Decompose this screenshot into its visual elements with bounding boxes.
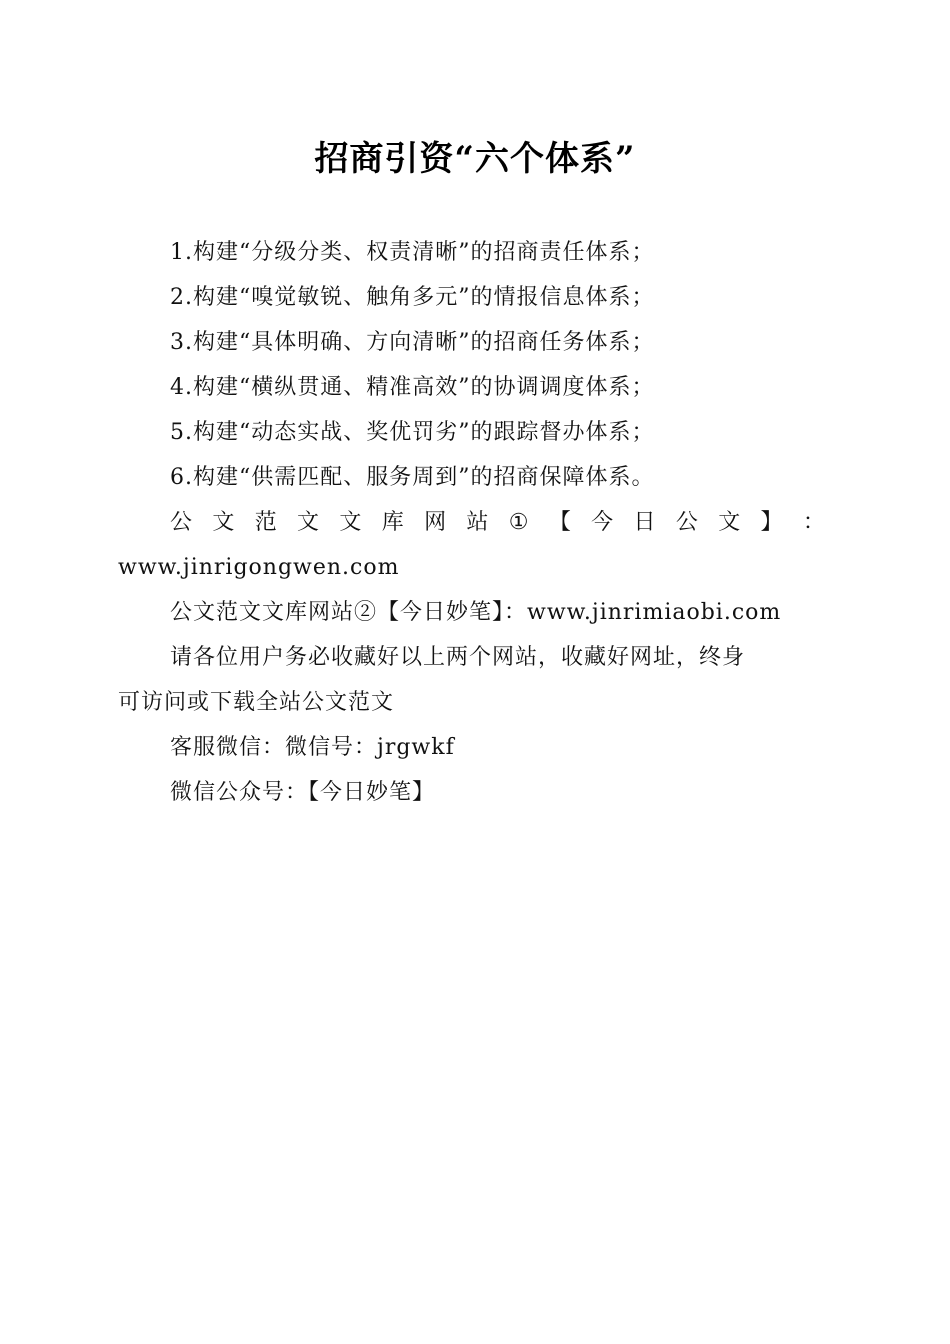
site2-line: 公文范文文库网站②【今日妙笔】：www.jinrimiaobi.com xyxy=(170,600,782,625)
site1-char: 】 xyxy=(760,510,784,535)
site1-char: 文 xyxy=(339,510,363,535)
site1-char: 公 xyxy=(170,510,194,535)
official-account: 微信公众号：【今日妙笔】 xyxy=(170,780,436,805)
notice-line-1: 请各位用户务必收藏好以上两个网站，收藏好网址，终身 xyxy=(170,645,746,670)
list-item-6: 6.构建“供需匹配、服务周到”的招商保障体系。 xyxy=(170,465,655,490)
site1-char: 文 xyxy=(212,510,236,535)
site1-char: 范 xyxy=(254,510,278,535)
site1-char: 站 xyxy=(466,510,490,535)
notice-line-2: 可访问或下载全站公文范文 xyxy=(118,690,395,715)
list-item-1: 1.构建“分级分类、权责清晰”的招商责任体系； xyxy=(170,240,655,265)
list-item-5: 5.构建“动态实战、奖优罚劣”的跟踪督办体系； xyxy=(170,420,655,445)
document-body xyxy=(118,230,826,815)
document-title: 招商引资“六个体系” xyxy=(314,139,636,179)
site1-char: 网 xyxy=(424,510,448,535)
site1-char: 文 xyxy=(297,510,321,535)
service-wechat: 客服微信：微信号：jrgwkf xyxy=(170,735,455,760)
list-item-3: 3.构建“具体明确、方向清晰”的招商任务体系； xyxy=(170,330,655,355)
site1-char: 【 xyxy=(548,510,572,535)
site1-char: 日 xyxy=(633,510,657,535)
site1-char: ① xyxy=(508,510,530,535)
site1-line xyxy=(118,500,826,545)
site1-url[interactable]: www.jinrigongwen.com xyxy=(118,555,400,580)
list-item-4: 4.构建“横纵贯通、精准高效”的协调调度体系； xyxy=(170,375,655,400)
site1-char: 今 xyxy=(591,510,615,535)
site1-char: 文 xyxy=(718,510,742,535)
site1-char: 库 xyxy=(381,510,405,535)
site1-char: 公 xyxy=(675,510,699,535)
site1-char: ： xyxy=(802,510,826,535)
list-item-2: 2.构建“嗅觉敏锐、触角多元”的情报信息体系； xyxy=(170,285,655,310)
